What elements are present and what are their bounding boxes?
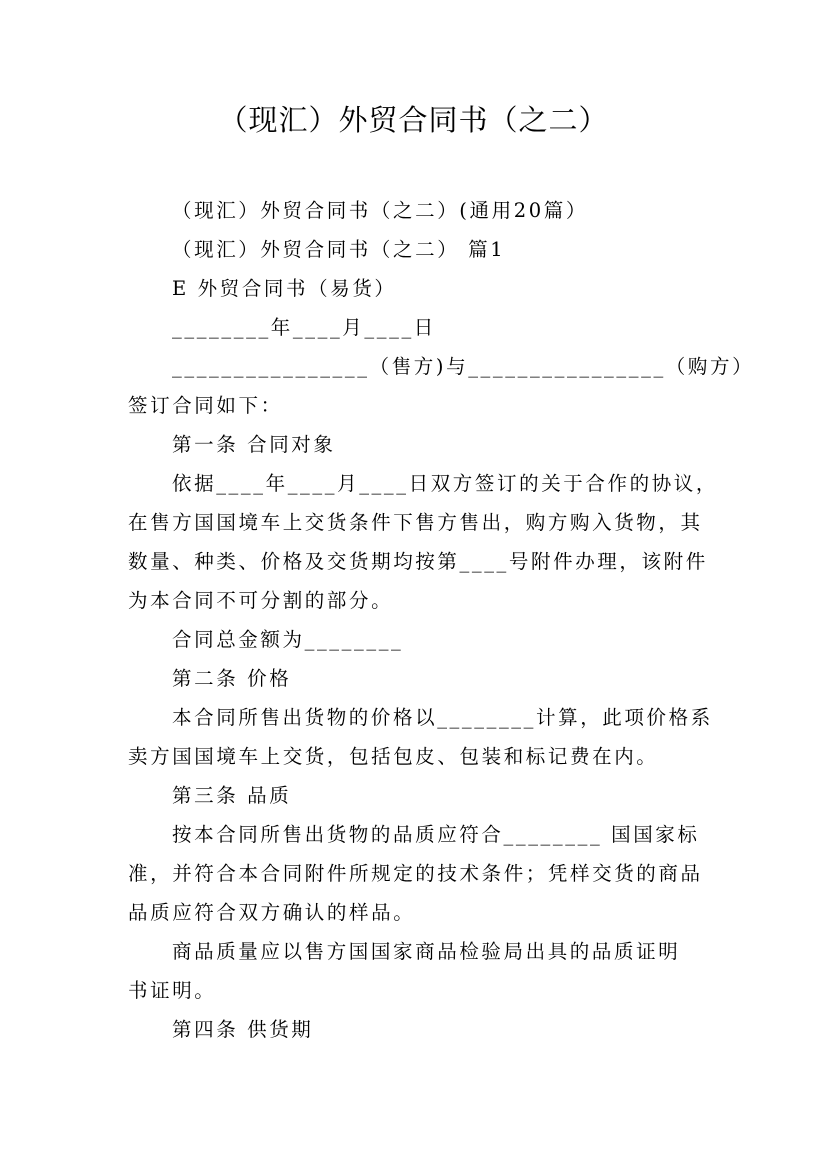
paragraph-line: 品质应符合双方确认的样品。 [128,901,416,924]
paragraph-line: 依据____年____月____日双方签订的关于合作的协议， [172,472,718,495]
date-line: ________年____月____日 [172,316,436,339]
paragraph-line: 数量、种类、价格及交货期均按第____号附件办理，该附件 [128,550,708,573]
paragraph-line: 本合同所售出货物的价格以________计算，此项价格系 [172,706,713,729]
paragraph-line: 按本合同所售出货物的品质应符合________ 国国家标 [172,823,700,846]
paragraph-line: 在售方国国境车上交货条件下售方售出，购方购入货物，其 [128,511,703,534]
section-heading-line: （现汇）外贸合同书（之二） 篇1 [172,238,506,261]
paragraph-line: 为本合同不可分割的部分。 [128,589,394,612]
contract-name-line: E 外贸合同书（易货） [172,277,397,300]
parties-line: ________________（售方)与________________（购方） [172,355,755,378]
paragraph-line: 卖方国国境车上交货，包括包皮、包装和标记费在内。 [128,745,659,768]
article-heading: 第一条 合同对象 [172,433,336,456]
article-heading: 第四条 供货期 [172,1018,314,1041]
article-heading: 第三条 品质 [172,784,292,807]
subtitle-line: （现汇）外贸合同书（之二）(通用20篇） [172,199,588,222]
document-title: （现汇）外贸合同书（之二） [218,103,609,137]
paragraph-line: 签订合同如下： [128,394,283,417]
paragraph-line: 合同总金额为________ [172,628,404,651]
article-heading: 第二条 价格 [172,667,292,690]
paragraph-line: 准，并符合本合同附件所规定的技术条件；凭样交货的商品 [128,862,703,885]
paragraph-line: 商品质量应以售方国国家商品检验局出具的品质证明 [172,940,681,963]
paragraph-line: 书证明。 [128,979,217,1002]
